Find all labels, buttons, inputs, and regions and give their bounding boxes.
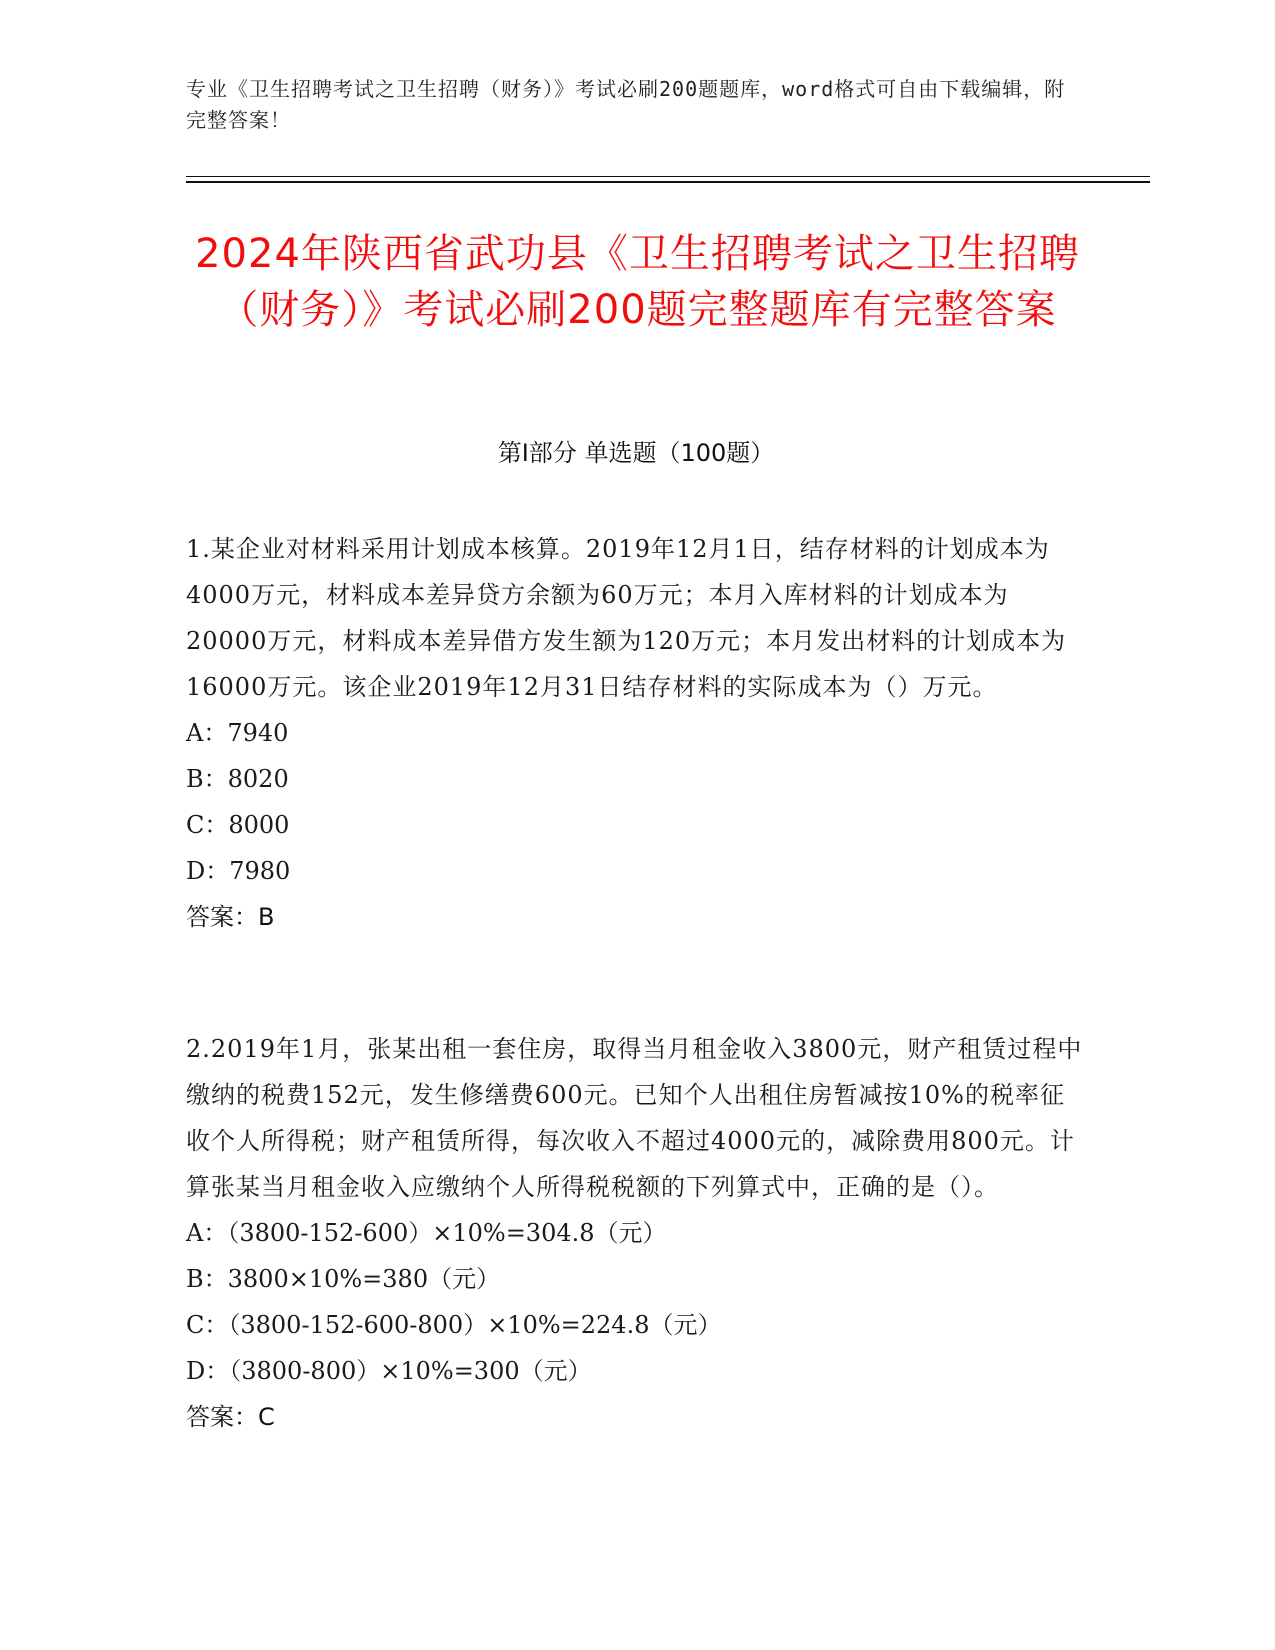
header-divider-thin (186, 176, 1150, 177)
question-stem: 1.某企业对材料采用计划成本核算。2019年12月1日，结存材料的计划成本为4000万元，材料成本差异贷方余额为60万元；本月入库材料的计划成本为20000万元，材料成本差异借方发生额为120万元；本月发出材料的计划成本为16000万元。该企业2019年12月31日结存材料的实际成本为（）万元。 (186, 535, 1067, 701)
answer: 答案：B (186, 903, 275, 931)
question-stem: 2.2019年1月，张某出租一套住房，取得当月租金收入3800元，财产租赁过程中缴纳的税费152元，发生修缮费600元。已知个人出租住房暂减按10%的税率征收个人所得税；财产租赁所得，每次收入不超过4000元的，减除费用800元。计算张某当月租金收入应缴纳个人所得税税额的下列算式中，正确的是（）。 (186, 1035, 1083, 1201)
option-c: C：（3800-152-600-800）×10%=224.8（元） (186, 1311, 722, 1339)
option-a: A：7940 (186, 719, 289, 747)
question-1 (186, 526, 1086, 940)
option-a: A：（3800-152-600）×10%=304.8（元） (186, 1219, 667, 1247)
document-title: 2024年陕西省武功县《卫生招聘考试之卫生招聘（财务）》考试必刷200题完整题库有完整答案 (195, 231, 1080, 333)
section-heading: 第I部分 单选题（100题） (497, 439, 775, 467)
header-divider-thick (186, 181, 1150, 183)
option-b: B：8020 (186, 765, 289, 793)
option-c: C：8000 (186, 811, 290, 839)
header-note: 专业《卫生招聘考试之卫生招聘（财务）》考试必刷200题题库，word格式可自由下载编辑，附完整答案！ (186, 77, 1066, 132)
answer: 答案：C (186, 1403, 275, 1431)
option-d: D：7980 (186, 857, 291, 885)
option-b: B：3800×10%=380（元） (186, 1265, 501, 1293)
option-d: D：（3800-800）×10%=300（元） (186, 1357, 592, 1385)
question-2 (186, 1026, 1086, 1440)
